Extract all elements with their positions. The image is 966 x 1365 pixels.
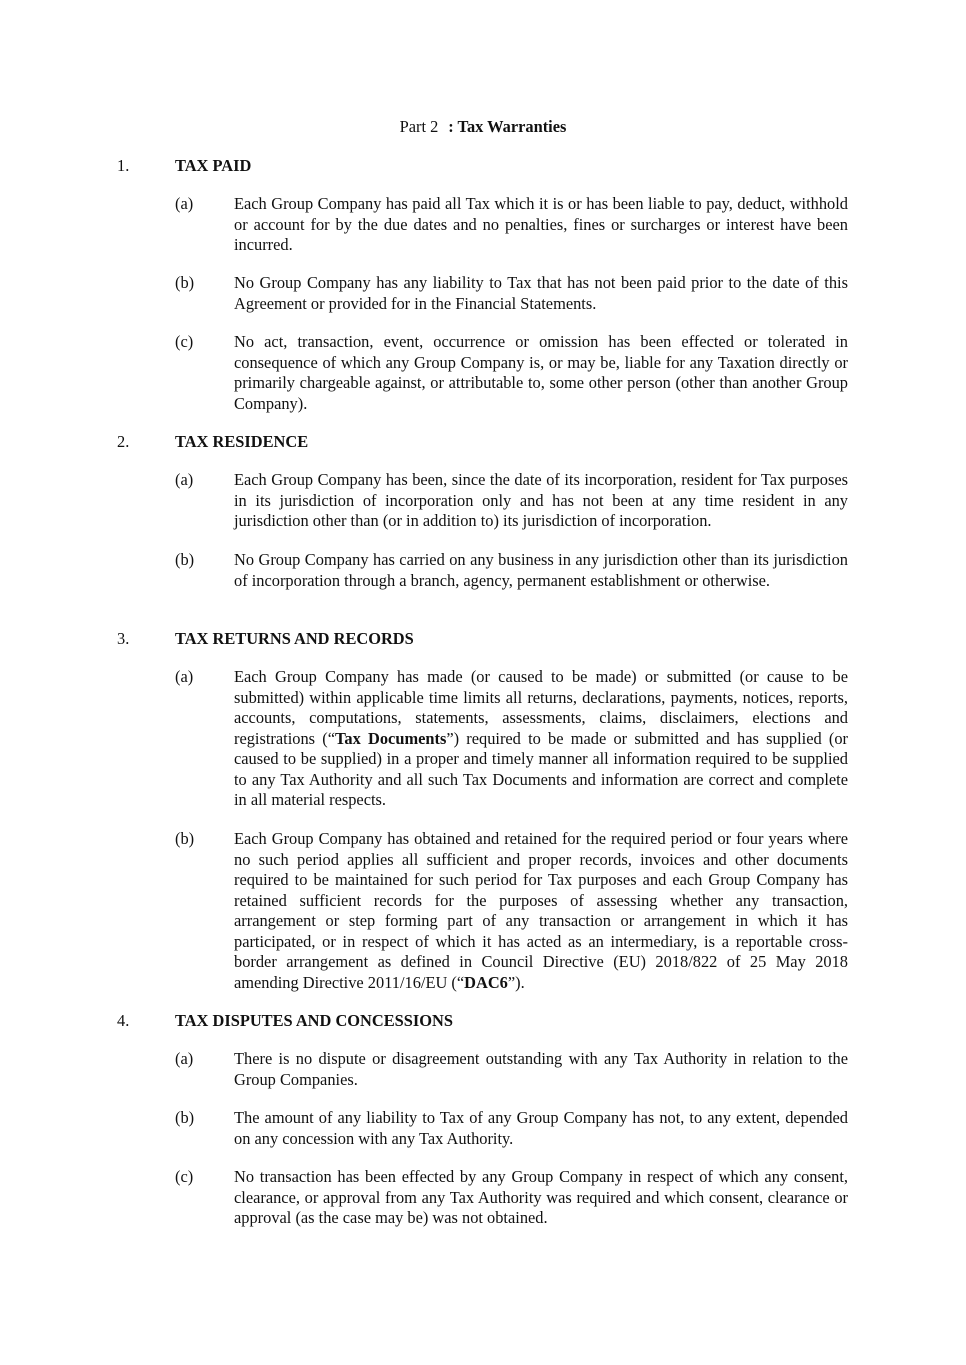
clause-label: (a) [175,194,194,213]
clause-label: (b) [175,1108,195,1127]
clause-label: (b) [175,550,195,569]
clause-label: (a) [175,470,194,489]
clause-label: (b) [175,829,195,848]
clause-text: No Group Company has carried on any business in any jurisdiction other than its jurisdiction of incorporation through a branch, agency, permanent establishment or otherwise. [234,550,848,590]
clause-text-before: Each Group Company has obtained and retained for the required period or four years where no such period applies all sufficient and proper records, invoices and other documents required to be maintained for such period for Tax purposes and each Group Company has retained sufficient records for the purposes of assessing whether any transaction, arrangement or step forming part of any transaction or arrangement in which it has participated, or in respect of which it has acted as an intermediary, is a reportable cross-border arrangement as defined in Council Directive (EU) 2018/822 of 25 May 2018 amending Directive 2011/16/EU (“ [234,829,848,992]
clause-text: No transaction has been effected by any Group Company in respect of which any consent, clearance, or approval from any Tax Authority was required and which consent, clearance or approval (as the case may be) was not obtained. [234,1167,848,1227]
section-number: 4. [117,1011,130,1030]
clause-text: The amount of any liability to Tax of any Group Company has not, to any extent, depended on any concession with any Tax Authority. [234,1108,848,1148]
section-number: 1. [117,156,130,175]
section-title: TAX DISPUTES AND CONCESSIONS [175,1011,453,1030]
clause-text [234,829,848,993]
clause-text-after: ”) required to be made or submitted and has supplied (or caused to be supplied) in a proper and timely manner all information required to be supplied to any Tax Authority and all such Tax Documents and information are correct and complete in all material respects. [234,728,848,809]
part-number: Part 2 [399,117,439,136]
clause-text: No Group Company has any liability to Tax that has not been paid prior to the date of this Agreement or provided for in the Financial Statements. [234,273,848,313]
section-title: TAX RETURNS AND RECORDS [175,629,414,648]
clause-text: No act, transaction, event, occurrence or omission has been effected or tolerated in consequence of which any Group Company is, or may be, liable for any Taxation directly or primarily chargeable against, or attributable to, some other person (other than another Group Company). [234,332,848,413]
clause-text: Each Group Company has paid all Tax which it is or has been liable to pay, deduct, withhold or account for by the due dates and no penalties, fines or surcharges or interest have been incurred. [234,194,848,254]
section-number: 2. [117,432,130,451]
clause-text: There is no dispute or disagreement outstanding with any Tax Authority in relation to the Group Companies. [234,1049,848,1089]
section-title: TAX RESIDENCE [175,432,309,451]
clause-label: (c) [175,332,194,351]
clause-label: (a) [175,1049,194,1068]
clause-text-before: Each Group Company has made (or caused to be made) or submitted (or cause to be submitted) within applicable time limits all returns, declarations, payments, notices, reports, accounts, computations, statements, assessments, claims, disclaimers, elections and registrations (“ [234,667,848,748]
defined-term: DAC6 [464,972,508,992]
part-title: : Tax Warranties [448,117,567,136]
clause-label: (a) [175,667,194,686]
section-number: 3. [117,629,130,648]
defined-term: Tax Documents [334,728,447,748]
clause-label: (b) [175,273,195,292]
clause-text: Each Group Company has been, since the date of its incorporation, resident for Tax purposes in its jurisdiction of incorporation only and has not been at any time resident in any jurisdiction other than (or in addition to) its jurisdiction of incorporation. [234,470,848,530]
section-title: TAX PAID [175,156,252,175]
page-title [0,117,966,137]
clause-label: (c) [175,1167,194,1186]
clause-text [234,667,848,811]
clause-text-after: ”). [507,972,525,992]
